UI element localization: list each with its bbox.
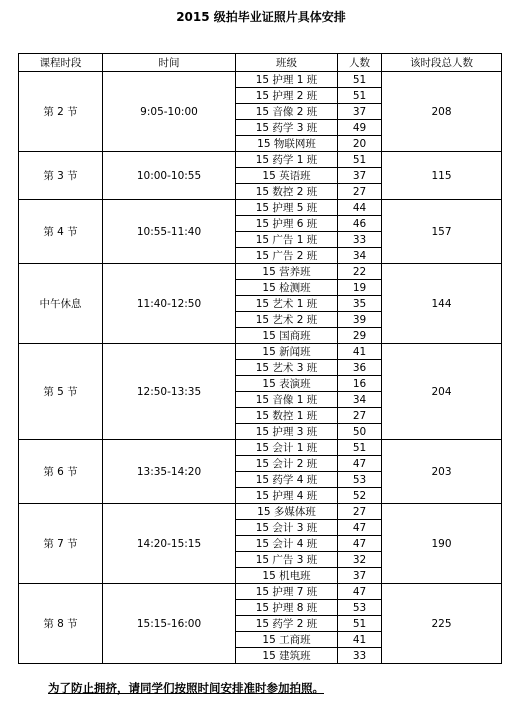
table-row bbox=[19, 440, 502, 456]
class-cell: 15 新闻班 bbox=[236, 344, 338, 360]
header-period: 课程时段 bbox=[19, 54, 103, 72]
class-cell: 15 营养班 bbox=[236, 264, 338, 280]
total-cell: 115 bbox=[382, 152, 502, 200]
class-cell: 15 英语班 bbox=[236, 168, 338, 184]
class-cell: 15 机电班 bbox=[236, 568, 338, 584]
class-cell: 15 检测班 bbox=[236, 280, 338, 296]
class-cell: 15 药学 1 班 bbox=[236, 152, 338, 168]
period-cell: 第 3 节 bbox=[19, 152, 103, 200]
table-row bbox=[19, 584, 502, 600]
total-cell: 157 bbox=[382, 200, 502, 264]
time-cell: 12:50-13:35 bbox=[103, 344, 236, 440]
class-cell: 15 护理 7 班 bbox=[236, 584, 338, 600]
class-cell: 15 广告 2 班 bbox=[236, 248, 338, 264]
class-cell: 15 护理 5 班 bbox=[236, 200, 338, 216]
count-cell: 37 bbox=[338, 168, 382, 184]
header-row bbox=[19, 54, 502, 72]
count-cell: 50 bbox=[338, 424, 382, 440]
class-cell: 15 药学 3 班 bbox=[236, 120, 338, 136]
total-cell: 225 bbox=[382, 584, 502, 664]
count-cell: 39 bbox=[338, 312, 382, 328]
class-cell: 15 音像 2 班 bbox=[236, 104, 338, 120]
total-cell: 144 bbox=[382, 264, 502, 344]
class-cell: 15 艺术 3 班 bbox=[236, 360, 338, 376]
period-cell: 第 4 节 bbox=[19, 200, 103, 264]
count-cell: 16 bbox=[338, 376, 382, 392]
count-cell: 20 bbox=[338, 136, 382, 152]
class-cell: 15 会计 3 班 bbox=[236, 520, 338, 536]
class-cell: 15 护理 8 班 bbox=[236, 600, 338, 616]
table-row bbox=[19, 504, 502, 520]
time-cell: 15:15-16:00 bbox=[103, 584, 236, 664]
class-cell: 15 国商班 bbox=[236, 328, 338, 344]
count-cell: 19 bbox=[338, 280, 382, 296]
table-row bbox=[19, 344, 502, 360]
class-cell: 15 护理 1 班 bbox=[236, 72, 338, 88]
count-cell: 34 bbox=[338, 392, 382, 408]
count-cell: 22 bbox=[338, 264, 382, 280]
class-cell: 15 护理 4 班 bbox=[236, 488, 338, 504]
class-cell: 15 多媒体班 bbox=[236, 504, 338, 520]
header-time: 时间 bbox=[103, 54, 236, 72]
total-cell: 208 bbox=[382, 72, 502, 152]
count-cell: 47 bbox=[338, 584, 382, 600]
count-cell: 41 bbox=[338, 632, 382, 648]
count-cell: 32 bbox=[338, 552, 382, 568]
count-cell: 41 bbox=[338, 344, 382, 360]
period-cell: 第 2 节 bbox=[19, 72, 103, 152]
time-cell: 9:05-10:00 bbox=[103, 72, 236, 152]
time-cell: 11:40-12:50 bbox=[103, 264, 236, 344]
class-cell: 15 艺术 1 班 bbox=[236, 296, 338, 312]
class-cell: 15 数控 1 班 bbox=[236, 408, 338, 424]
class-cell: 15 广告 1 班 bbox=[236, 232, 338, 248]
class-cell: 15 会计 1 班 bbox=[236, 440, 338, 456]
period-cell: 第 6 节 bbox=[19, 440, 103, 504]
count-cell: 34 bbox=[338, 248, 382, 264]
document-title: 2015 级拍毕业证照片具体安排 bbox=[176, 10, 346, 24]
header-class: 班级 bbox=[236, 54, 338, 72]
count-cell: 51 bbox=[338, 616, 382, 632]
count-cell: 47 bbox=[338, 536, 382, 552]
period-cell: 第 8 节 bbox=[19, 584, 103, 664]
total-cell: 203 bbox=[382, 440, 502, 504]
count-cell: 49 bbox=[338, 120, 382, 136]
table-row bbox=[19, 72, 502, 88]
class-cell: 15 会计 2 班 bbox=[236, 456, 338, 472]
period-cell: 中午休息 bbox=[19, 264, 103, 344]
count-cell: 27 bbox=[338, 504, 382, 520]
total-cell: 204 bbox=[382, 344, 502, 440]
header-total: 该时段总人数 bbox=[382, 54, 502, 72]
count-cell: 37 bbox=[338, 568, 382, 584]
count-cell: 37 bbox=[338, 104, 382, 120]
class-cell: 15 护理 3 班 bbox=[236, 424, 338, 440]
header-count: 人数 bbox=[338, 54, 382, 72]
count-cell: 51 bbox=[338, 72, 382, 88]
count-cell: 33 bbox=[338, 232, 382, 248]
period-cell: 第 7 节 bbox=[19, 504, 103, 584]
class-cell: 15 建筑班 bbox=[236, 648, 338, 664]
class-cell: 15 广告 3 班 bbox=[236, 552, 338, 568]
class-cell: 15 护理 6 班 bbox=[236, 216, 338, 232]
count-cell: 47 bbox=[338, 456, 382, 472]
notice-text: 为了防止拥挤，请同学们按照时间安排准时参加拍照。 bbox=[48, 681, 324, 695]
class-cell: 15 数控 2 班 bbox=[236, 184, 338, 200]
count-cell: 27 bbox=[338, 184, 382, 200]
time-cell: 13:35-14:20 bbox=[103, 440, 236, 504]
count-cell: 46 bbox=[338, 216, 382, 232]
period-cell: 第 5 节 bbox=[19, 344, 103, 440]
class-cell: 15 药学 4 班 bbox=[236, 472, 338, 488]
count-cell: 29 bbox=[338, 328, 382, 344]
count-cell: 27 bbox=[338, 408, 382, 424]
count-cell: 52 bbox=[338, 488, 382, 504]
count-cell: 53 bbox=[338, 600, 382, 616]
time-cell: 10:00-10:55 bbox=[103, 152, 236, 200]
table-row bbox=[19, 200, 502, 216]
class-cell: 15 艺术 2 班 bbox=[236, 312, 338, 328]
count-cell: 51 bbox=[338, 152, 382, 168]
table-row bbox=[19, 264, 502, 280]
class-cell: 15 物联网班 bbox=[236, 136, 338, 152]
schedule-body bbox=[19, 72, 502, 664]
time-cell: 14:20-15:15 bbox=[103, 504, 236, 584]
time-cell: 10:55-11:40 bbox=[103, 200, 236, 264]
count-cell: 35 bbox=[338, 296, 382, 312]
count-cell: 44 bbox=[338, 200, 382, 216]
table-row bbox=[19, 152, 502, 168]
total-cell: 190 bbox=[382, 504, 502, 584]
count-cell: 33 bbox=[338, 648, 382, 664]
class-cell: 15 音像 1 班 bbox=[236, 392, 338, 408]
class-cell: 15 药学 2 班 bbox=[236, 616, 338, 632]
class-cell: 15 工商班 bbox=[236, 632, 338, 648]
count-cell: 47 bbox=[338, 520, 382, 536]
count-cell: 53 bbox=[338, 472, 382, 488]
schedule-table bbox=[18, 53, 502, 664]
class-cell: 15 表演班 bbox=[236, 376, 338, 392]
count-cell: 51 bbox=[338, 88, 382, 104]
class-cell: 15 护理 2 班 bbox=[236, 88, 338, 104]
count-cell: 51 bbox=[338, 440, 382, 456]
count-cell: 36 bbox=[338, 360, 382, 376]
class-cell: 15 会计 4 班 bbox=[236, 536, 338, 552]
